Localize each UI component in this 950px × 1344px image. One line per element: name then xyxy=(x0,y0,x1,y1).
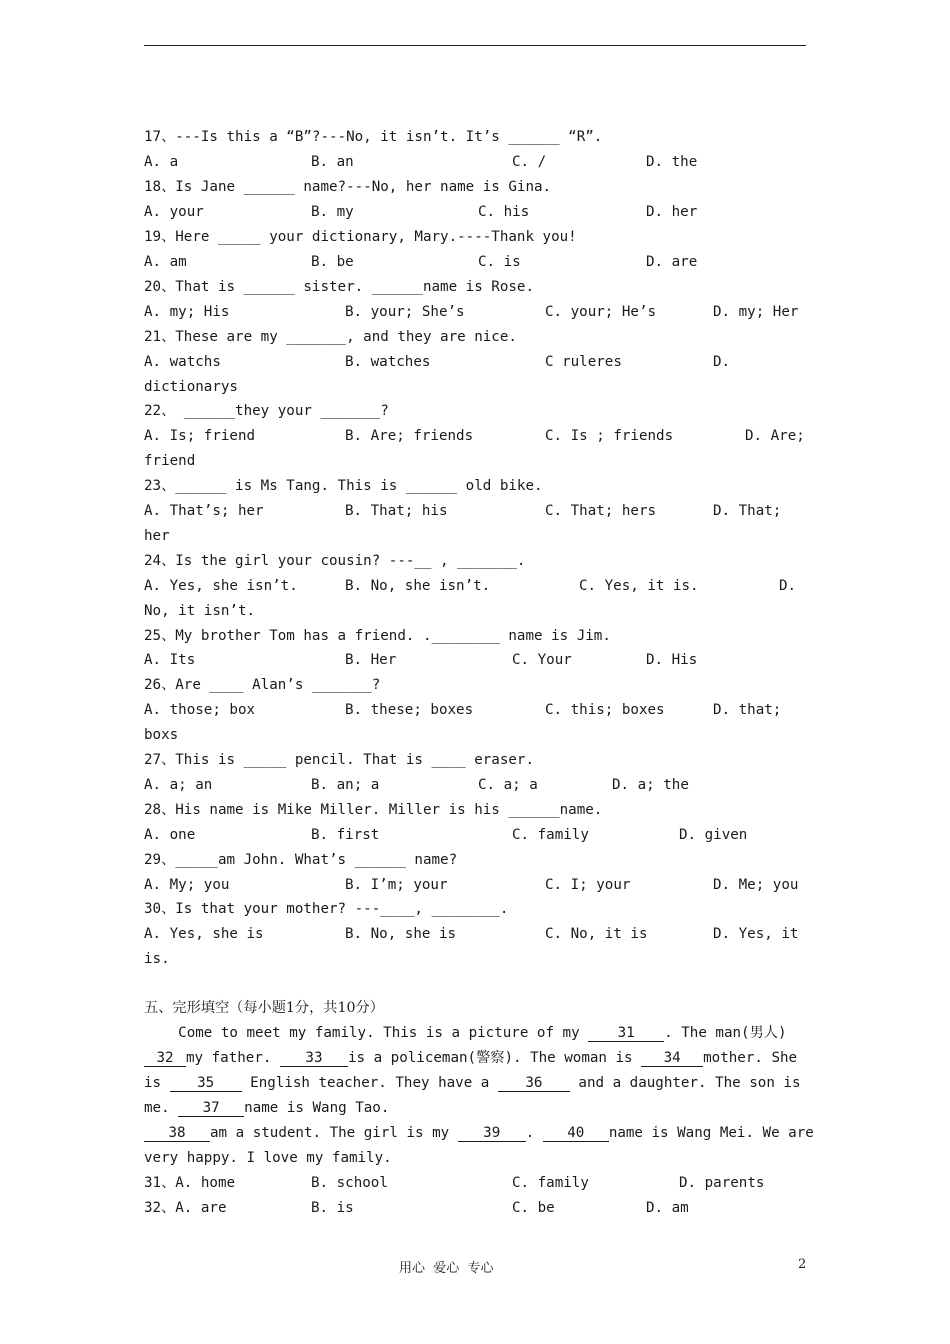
question-23-option-a: A. That’s; her xyxy=(144,503,264,519)
question-18-stem: 18、Is Jane ______ name?---No, her name is Gina. xyxy=(144,179,552,195)
question-17-stem: 17、---Is this a “B”?---No, it isn’t. It’s ______ “R”. xyxy=(144,129,603,145)
blank-31: 31 xyxy=(588,1025,664,1042)
passage-line-2 xyxy=(144,1049,797,1067)
passage-text: name is Wang Mei. We are xyxy=(608,1125,814,1141)
question-19-stem: 19、Here _____ your dictionary, Mary.----Thank you! xyxy=(144,229,577,245)
question-26-option-a: A. those; box xyxy=(144,702,256,718)
question-25-option-d: D. His xyxy=(646,652,698,668)
passage-text: is xyxy=(144,1075,170,1091)
question-27-option-b: B. an; a xyxy=(311,777,380,793)
page-footer: 用心 爱心 专心 xyxy=(399,1261,494,1276)
question-25-option-a: A. Its xyxy=(144,652,196,668)
question-24-option-d-text: No, it isn’t. xyxy=(144,603,256,619)
passage-text: . xyxy=(525,1125,543,1141)
passage-line-4 xyxy=(144,1099,389,1117)
question-29-option-d: D. Me; you xyxy=(713,877,799,893)
question-23-option-d: D. That; xyxy=(713,503,782,519)
question-26-option-b: B. these; boxes xyxy=(345,702,474,718)
question-19-option-b: B. be xyxy=(311,254,354,270)
question-20-option-a: A. my; His xyxy=(144,304,230,320)
question-25-option-b: B. Her xyxy=(345,652,397,668)
blank-40: 40 xyxy=(543,1125,609,1142)
question-22-option-a: A. Is; friend xyxy=(144,428,256,444)
question-26-stem: 26、Are ____ Alan’s _______? xyxy=(144,677,381,693)
question-17-option-c: C. / xyxy=(512,154,547,170)
question-26-option-d-text: boxs xyxy=(144,727,179,743)
passage-text: is a policeman(警察). The woman is xyxy=(347,1050,642,1066)
question-17-option-a: A. a xyxy=(144,154,179,170)
blank-33: 33 xyxy=(280,1050,348,1067)
question-30-option-d-text: is. xyxy=(144,951,170,967)
blank-32: 32 xyxy=(144,1050,186,1067)
question-18-option-a: A. your xyxy=(144,204,204,220)
blank-39: 39 xyxy=(458,1125,526,1142)
question-22-option-b: B. Are; friends xyxy=(345,428,474,444)
passage-line-1 xyxy=(144,1024,787,1042)
question-18-option-c: C. his xyxy=(478,204,530,220)
question-30-option-b: B. No, she is xyxy=(345,926,457,942)
passage-line-3 xyxy=(144,1074,801,1092)
question-31-option-b: B. school xyxy=(311,1175,388,1191)
question-23-option-c: C. That; hers xyxy=(545,503,657,519)
question-30-stem: 30、Is that your mother? ---____, ________. xyxy=(144,901,509,917)
question-27-option-a: A. a; an xyxy=(144,777,213,793)
blank-38: 38 xyxy=(144,1125,210,1142)
question-32-option-a: 32、A. are xyxy=(144,1200,227,1216)
question-24-option-a: A. Yes, she isn’t. xyxy=(144,578,298,594)
passage-line-6: very happy. I love my family. xyxy=(144,1150,392,1166)
passage-text: name is Wang Tao. xyxy=(244,1100,390,1116)
question-30-option-c: C. No, it is xyxy=(545,926,648,942)
question-31-option-c: C. family xyxy=(512,1175,589,1191)
passage-text: and a daughter. The son is xyxy=(569,1075,801,1091)
question-28-option-c: C. family xyxy=(512,827,589,843)
section-heading: 五、完形填空（每小题1分，共10分） xyxy=(144,1000,384,1016)
header-rule xyxy=(144,45,806,46)
question-19-option-c: C. is xyxy=(478,254,521,270)
question-22-option-c: C. Is ; friends xyxy=(545,428,674,444)
question-24-option-d: D. xyxy=(779,578,797,594)
blank-35: 35 xyxy=(170,1075,242,1092)
question-27-stem: 27、This is _____ pencil. That is ____ eraser. xyxy=(144,752,535,768)
question-31-option-d: D. parents xyxy=(679,1175,765,1191)
question-17-option-d: D. the xyxy=(646,154,698,170)
question-31-option-a: 31、A. home xyxy=(144,1175,236,1191)
question-23-option-d-text: her xyxy=(144,528,170,544)
question-21-option-d-text: dictionarys xyxy=(144,379,238,395)
question-20-option-c: C. your; He’s xyxy=(545,304,657,320)
question-18-option-b: B. my xyxy=(311,204,354,220)
passage-text: English teacher. They have a xyxy=(241,1075,498,1091)
question-26-option-c: C. this; boxes xyxy=(545,702,665,718)
question-24-option-c: C. Yes, it is. xyxy=(579,578,699,594)
question-17-option-b: B. an xyxy=(311,154,354,170)
question-30-option-d: D. Yes, it xyxy=(713,926,799,942)
question-29-option-a: A. My; you xyxy=(144,877,230,893)
question-25-option-c: C. Your xyxy=(512,652,572,668)
passage-text: my father. xyxy=(186,1050,280,1066)
question-20-stem: 20、That is ______ sister. ______name is Rose. xyxy=(144,279,535,295)
question-21-option-b: B. watches xyxy=(345,354,431,370)
blank-34: 34 xyxy=(641,1050,703,1067)
passage-text: am a student. The girl is my xyxy=(210,1125,458,1141)
question-24-option-b: B. No, she isn’t. xyxy=(345,578,491,594)
question-30-option-a: A. Yes, she is xyxy=(144,926,264,942)
question-27-option-c: C. a; a xyxy=(478,777,538,793)
question-29-option-c: C. I; your xyxy=(545,877,631,893)
passage-text: . The man(男人) xyxy=(664,1025,787,1041)
question-28-option-d: D. given xyxy=(679,827,748,843)
question-23-stem: 23、______ is Ms Tang. This is ______ old bike. xyxy=(144,478,543,494)
question-32-option-c: C. be xyxy=(512,1200,555,1216)
question-23-option-b: B. That; his xyxy=(345,503,448,519)
question-26-option-d: D. that; xyxy=(713,702,782,718)
question-18-option-d: D. her xyxy=(646,204,698,220)
question-29-stem: 29、_____am John. What’s ______ name? xyxy=(144,852,458,868)
passage-line-5 xyxy=(144,1124,814,1142)
question-28-stem: 28、His name is Mike Miller. Miller is his ______name. xyxy=(144,802,603,818)
question-29-option-b: B. I’m; your xyxy=(345,877,448,893)
question-19-option-d: D. are xyxy=(646,254,698,270)
question-19-option-a: A. am xyxy=(144,254,187,270)
question-24-stem: 24、Is the girl your cousin? ---__ , _______. xyxy=(144,553,526,569)
question-21-stem: 21、These are my _______, and they are nice. xyxy=(144,329,517,345)
passage-text: me. xyxy=(144,1100,179,1116)
question-22-option-d-text: friend xyxy=(144,453,196,469)
question-25-stem: 25、My brother Tom has a friend. .________ name is Jim. xyxy=(144,628,611,644)
question-27-option-d: D. a; the xyxy=(612,777,689,793)
question-28-option-b: B. first xyxy=(311,827,380,843)
question-21-option-c: C ruleres xyxy=(545,354,622,370)
question-32-option-d: D. am xyxy=(646,1200,689,1216)
blank-37: 37 xyxy=(178,1100,244,1117)
question-21-option-d: D. xyxy=(713,354,731,370)
question-20-option-d: D. my; Her xyxy=(713,304,799,320)
question-22-option-d: D. Are; xyxy=(745,428,805,444)
page-number: 2 xyxy=(798,1257,807,1272)
passage-text: Come to meet my family. This is a picture of my xyxy=(144,1025,589,1041)
question-21-option-a: A. watchs xyxy=(144,354,221,370)
passage-text: mother. She xyxy=(703,1050,798,1066)
question-28-option-a: A. one xyxy=(144,827,196,843)
blank-36: 36 xyxy=(498,1075,570,1092)
question-20-option-b: B. your; She’s xyxy=(345,304,465,320)
question-22-stem: 22、 ______they your _______? xyxy=(144,403,389,419)
question-32-option-b: B. is xyxy=(311,1200,354,1216)
